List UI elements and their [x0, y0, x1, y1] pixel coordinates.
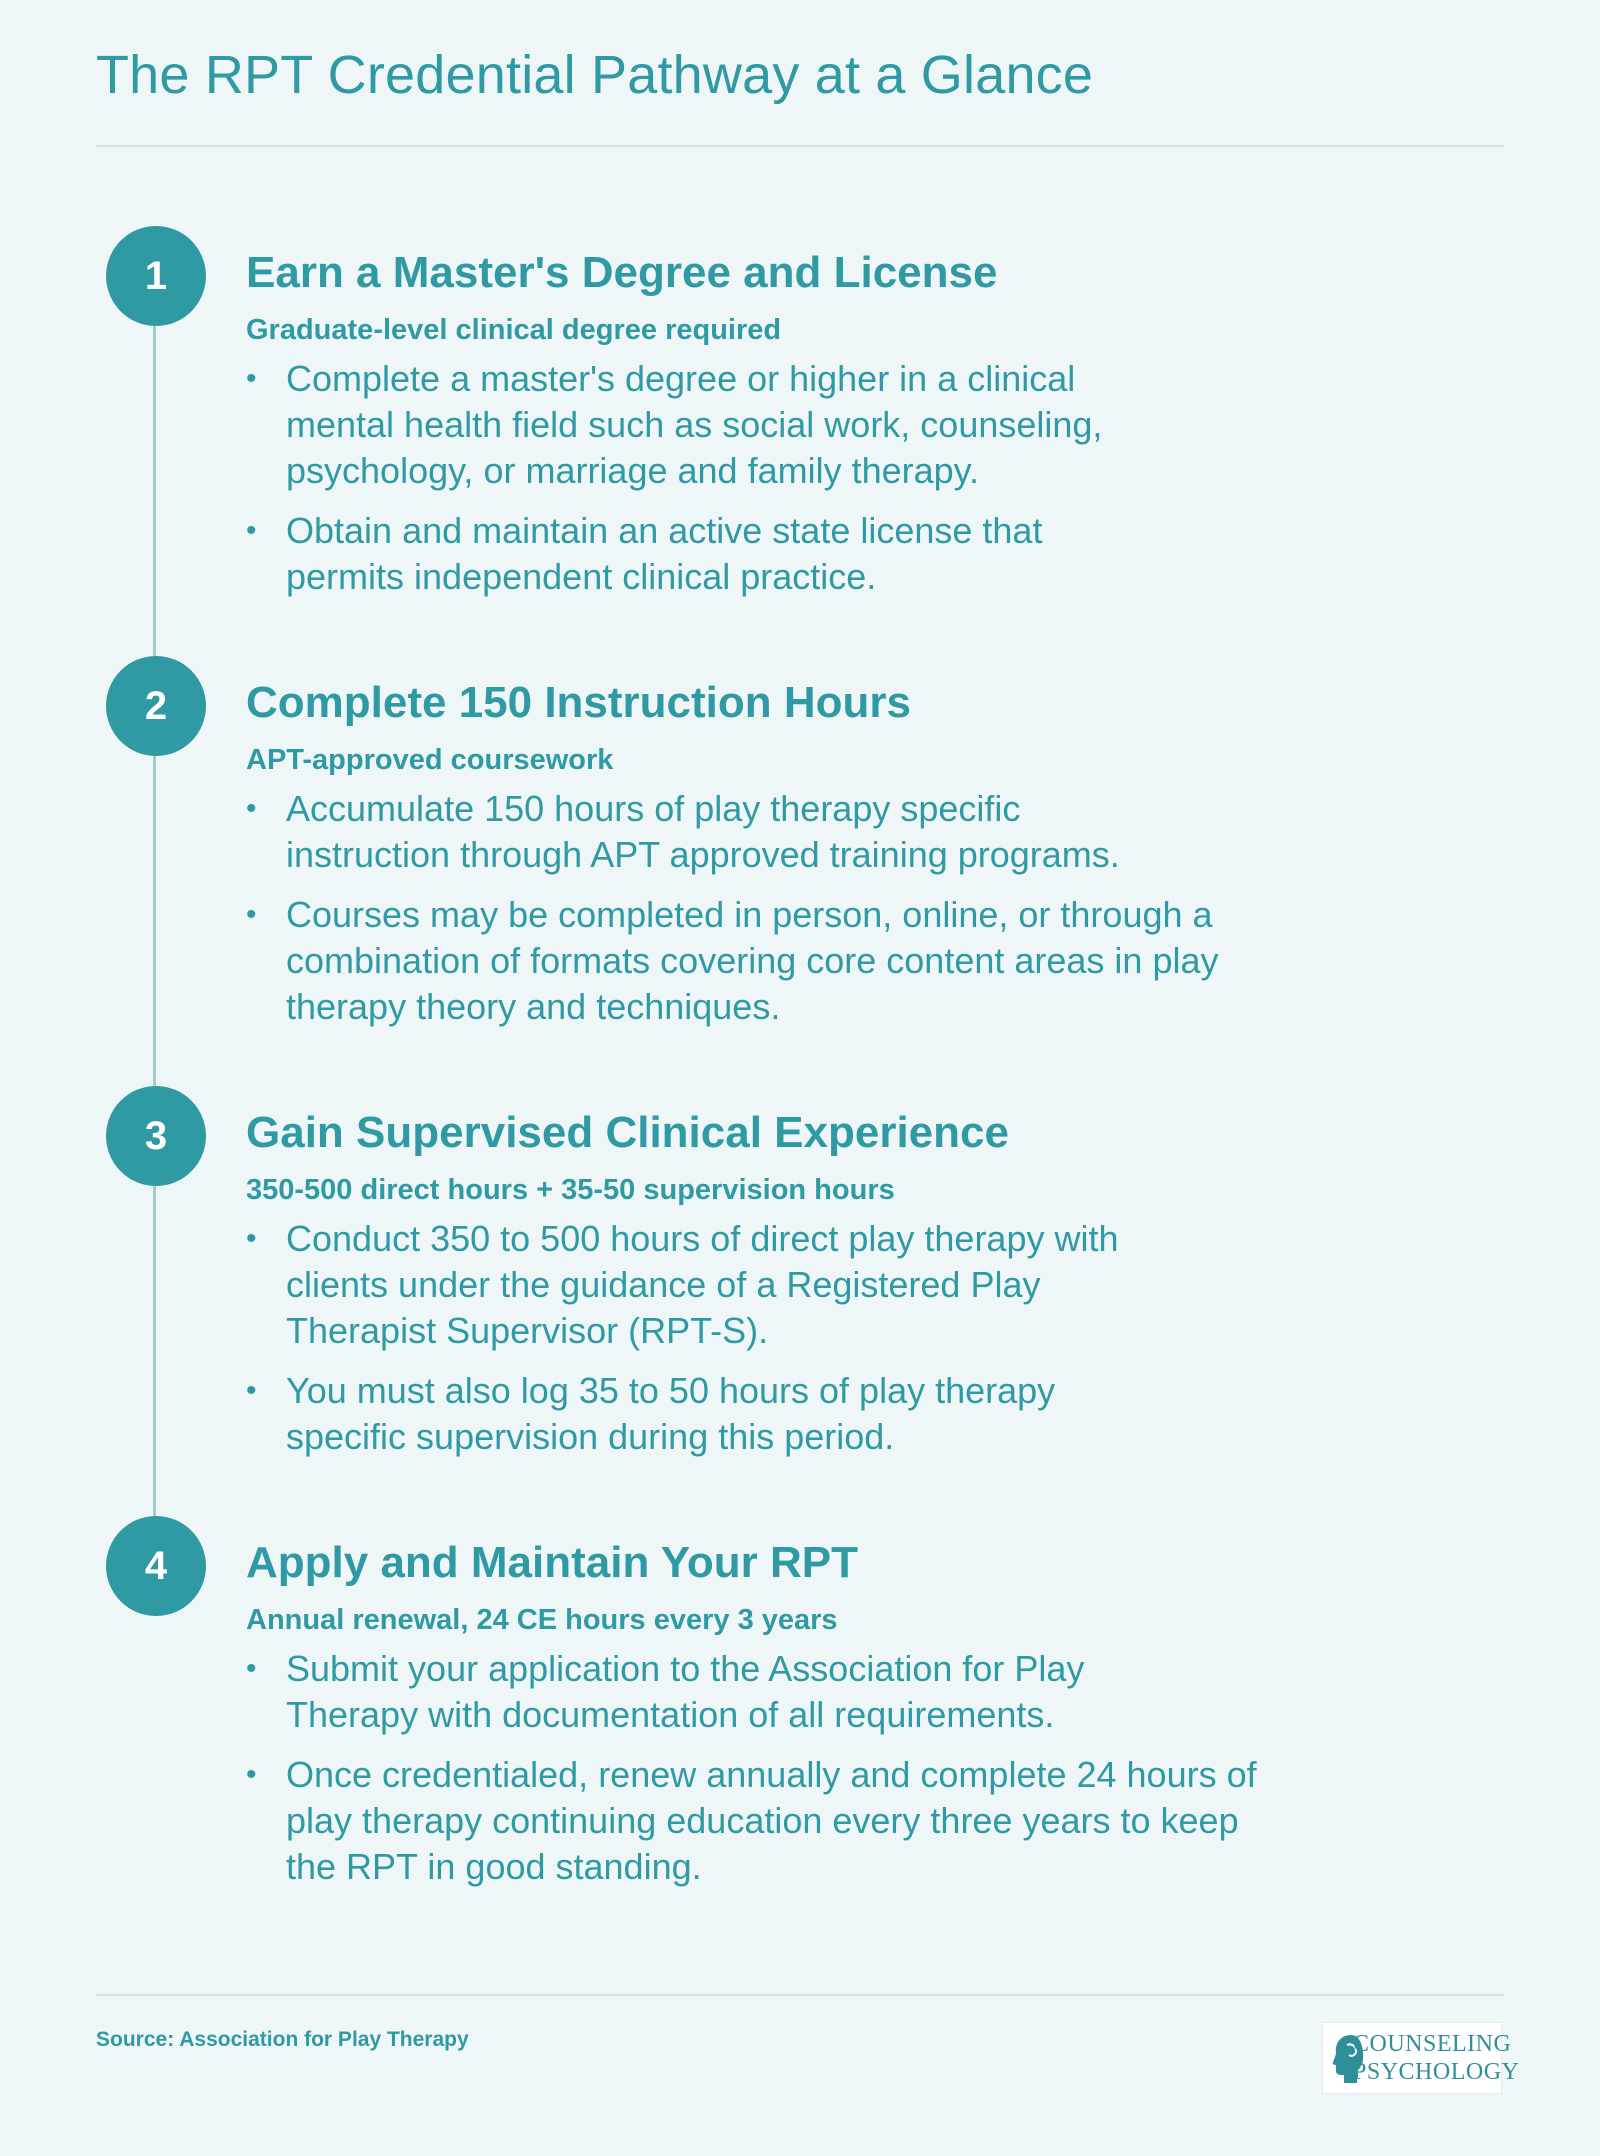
- source-note: Source: Association for Play Therapy: [96, 2028, 469, 2051]
- list-item-text: You must also log 35 to 50 hours of play therapy specific supervision during this period.: [286, 1370, 1056, 1457]
- bullet-icon: •: [246, 1652, 257, 1685]
- list-item-text: Complete a master's degree or higher in a clinical mental health field such as social work, counseling, psychology, or marriage and family therapy.: [286, 358, 1103, 491]
- list-item-text: Once credentialed, renew annually and complete 24 hours of play therapy continuing education every three years to keep the RPT in good standing.: [286, 1754, 1257, 1887]
- step-bullet-list: [246, 356, 1346, 614]
- page-title: The RPT Credential Pathway at a Glance: [96, 45, 1094, 105]
- step-subtitle: 350-500 direct hours + 35-50 supervision hours: [246, 1174, 895, 1206]
- step-number-badge: 2: [106, 656, 206, 756]
- step-number-badge: 3: [106, 1086, 206, 1186]
- bullet-icon: •: [246, 1758, 257, 1791]
- bullet-icon: •: [246, 898, 257, 931]
- list-item-text: Courses may be completed in person, online, or through a combination of formats covering core content areas in play therapy theory and techniques.: [286, 894, 1219, 1027]
- bullet-icon: •: [246, 362, 257, 395]
- list-item: [246, 508, 1146, 600]
- step-number-badge: 4: [106, 1516, 206, 1616]
- logo-text-line-2: PSYCHOLOGY: [1353, 2059, 1520, 2085]
- step-title: Gain Supervised Clinical Experience: [246, 1108, 1009, 1157]
- step-title: Apply and Maintain Your RPT: [246, 1538, 858, 1587]
- list-item-text: Obtain and maintain an active state license that permits independent clinical practice.: [286, 510, 1043, 597]
- step-bullet-list: [246, 786, 1346, 1044]
- bullet-icon: •: [246, 792, 257, 825]
- counseling-psychology-logo[interactable]: [1322, 2022, 1520, 2094]
- step-title: Complete 150 Instruction Hours: [246, 678, 912, 727]
- list-item: [246, 1646, 1146, 1738]
- list-item: [246, 892, 1256, 1030]
- step-number-badge: 1: [106, 226, 206, 326]
- step-subtitle: Annual renewal, 24 CE hours every 3 years: [246, 1604, 838, 1636]
- list-item-text: Accumulate 150 hours of play therapy specific instruction through APT approved training programs.: [286, 788, 1120, 875]
- step-title: Earn a Master's Degree and License: [246, 248, 998, 297]
- list-item: [246, 1216, 1186, 1354]
- bullet-icon: •: [246, 514, 257, 547]
- step-subtitle: Graduate-level clinical degree required: [246, 314, 782, 346]
- list-item: [246, 1368, 1146, 1460]
- logo-text-line-1: COUNSELING: [1353, 2031, 1512, 2057]
- step-bullet-list: [246, 1646, 1346, 1904]
- footer-divider: [96, 1994, 1504, 1996]
- bullet-icon: •: [246, 1222, 257, 1255]
- list-item: [246, 1752, 1286, 1890]
- list-item: [246, 786, 1146, 878]
- header-divider: [96, 145, 1504, 147]
- list-item: [246, 356, 1146, 494]
- list-item-text: Submit your application to the Association for Play Therapy with documentation of all requirements.: [286, 1648, 1085, 1735]
- timeline-line: [153, 300, 156, 1550]
- step-subtitle: APT-approved coursework: [246, 744, 614, 776]
- bullet-icon: •: [246, 1374, 257, 1407]
- step-bullet-list: [246, 1216, 1346, 1474]
- list-item-text: Conduct 350 to 500 hours of direct play therapy with clients under the guidance of a Registered Play Therapist Supervisor (RPT-S).: [286, 1218, 1119, 1351]
